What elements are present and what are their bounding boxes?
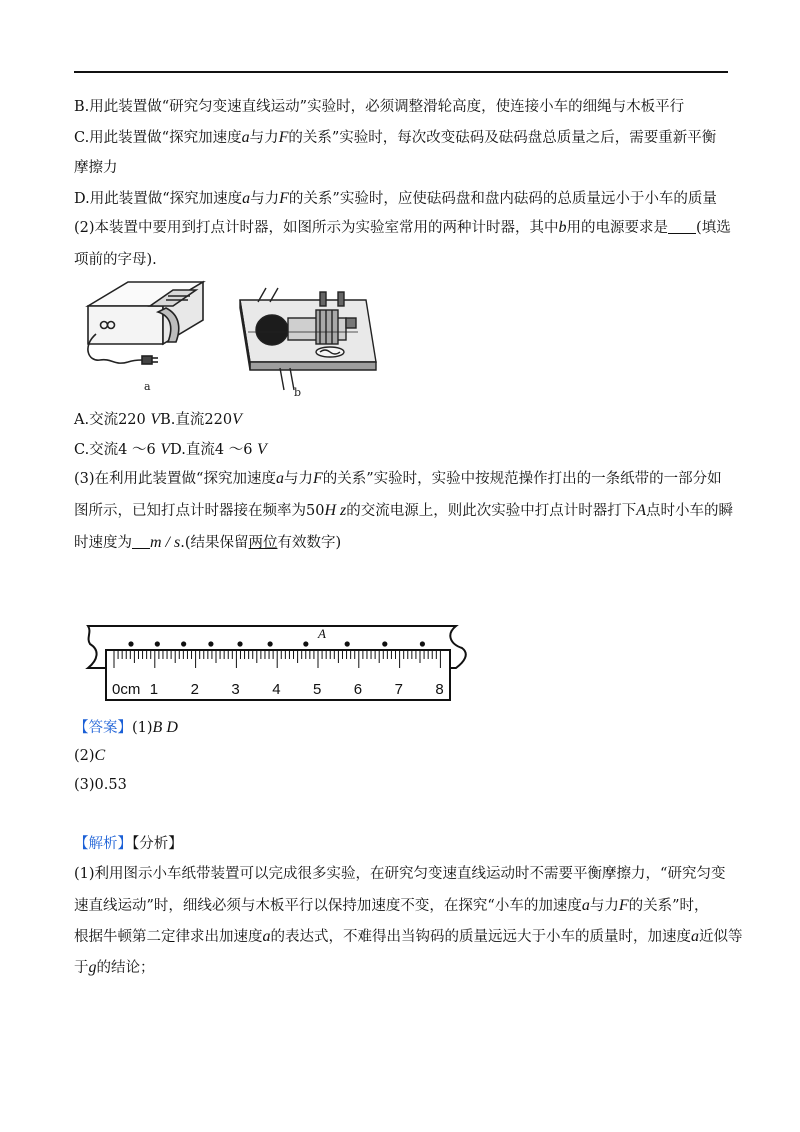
answer-line2 [74,746,105,766]
analysis-text5: 根据牛顿第二定律求出加速度 [74,929,263,945]
q2-text2: 用的电源要求是 [566,220,669,236]
q3-text9: 有效数字) [277,535,342,551]
q3-text2: 与力 [283,471,313,487]
var-a: a [242,190,251,207]
analysis-tag: 【解析】 [74,836,132,852]
answer-2-label: (2) [74,748,95,764]
timer-b-image [228,282,378,398]
q3-text3: 的关系”实验时，实验中按规范操作打出的一条纸带的一部分如 [322,471,722,487]
analysis-text9: 的结论； [96,960,155,976]
answer-3: (3)0.53 [74,777,127,793]
var-F: F [618,897,629,914]
tape-dot [268,641,273,646]
q3-text8: .(结果保留 [180,535,249,551]
q2-text4: 项前的字母). [74,252,157,268]
option-c-text2: 与力 [249,130,279,146]
underlined-two-digits: 两位 [248,535,278,551]
option-c-text1: C.用此装置做“探究加速度 [74,130,242,146]
ruler-number: 8 [435,681,444,698]
q3-text5: 的交流电源上，则此次实验中打点计时器打下 [346,503,637,519]
point-a-label: A [318,626,326,641]
answer-1-label: (1) [132,720,153,736]
ruler-number: 5 [313,681,322,698]
tape-dot [303,641,308,646]
analysis-text7: 近似等 [699,929,743,945]
analysis-text8: 于 [74,960,89,976]
var-a: a [241,129,250,146]
option-d-text3: 的关系”实验时，应使砝码盘和盘内砝码的总质量远小于小车的质量 [288,191,717,207]
analysis-line1 [74,864,725,884]
ruler-number: 4 [272,681,281,698]
analysis-header [74,834,183,854]
answer-1: B D [152,719,178,736]
option-a: A.交流220 [74,412,146,428]
unit-hz: H z [324,502,347,519]
option-b-text: B.用此装置做“研究匀变速直线运动”实验时，必须调整滑轮高度，使连接小车的细绳与木板平行 [74,99,685,115]
tape-dot [420,641,425,646]
option-c-line2 [74,158,118,178]
q3-text1: (3)在利用此装置做“探究加速度 [74,471,276,487]
unit-v: V [257,441,267,458]
option-b: B.直流220 [160,412,233,428]
header-rule [74,71,728,73]
ruler-number: 3 [231,681,240,698]
q3-text6: 点时小车的瞬 [646,503,734,519]
ruler-unit-label: 0cm [112,681,141,698]
ruler-number: 2 [190,681,199,698]
var-a: a [691,928,699,945]
option-d-line [74,189,717,209]
unit-v: V [150,411,161,428]
q3-line1 [74,469,722,489]
tape-dot [382,641,387,646]
answer-tag: 【答案】 [74,720,132,736]
ruler-number: 7 [394,681,403,698]
tape-dot [181,641,186,646]
q2-line1 [74,218,731,238]
var-a: a [275,470,284,487]
option-d: D.直流4 ～6 [170,442,253,458]
q2-options-ab [74,410,242,430]
q2-text3: (填选 [696,220,731,236]
analysis-line4 [74,958,155,978]
analysis-line3 [74,927,743,947]
var-F: F [278,129,289,146]
tape-dot [345,641,350,646]
q2-options-cd [74,440,267,460]
q3-text7: 时速度为 [74,535,132,551]
tape-dot [208,641,213,646]
ruler-number: 1 [149,681,159,698]
ruler-tape-figure [84,618,472,702]
analysis-text2: 速直线运动”时，细线必须与木板平行以保持加速度不变，在探究“小车的加速度 [74,898,582,914]
option-d-text1: D.用此装置做“探究加速度 [74,191,243,207]
tape-dot [155,641,160,646]
analysis-text1: (1)利用图示小车纸带装置可以完成很多实验，在研究匀变速直线运动时不需要平衡摩擦力，“研究匀变 [74,866,726,882]
label-b: b [294,386,302,398]
option-c-text4: 摩擦力 [74,160,118,176]
option-c-line1 [74,128,716,148]
option-c: C.交流4 ～6 [74,442,156,458]
option-b-line [74,97,684,117]
option-c-text3: 的关系”实验时，每次改变砝码及砝码盘总质量之后，需要重新平衡 [288,130,717,146]
timer-a-image [78,276,208,398]
analysis-subtag: 【分析】 [132,836,183,852]
q3-text4: 图所示，已知打点计时器接在频率为50 [74,503,325,519]
answer-2: C [94,747,106,764]
var-F: F [279,190,289,207]
ruler-number: 6 [353,681,363,698]
point-a: A [636,502,647,519]
var-a: a [262,928,271,945]
analysis-text4: 的关系”时， [628,898,709,914]
tape-dot [128,641,133,646]
var-F: F [312,470,323,487]
answer-blank [132,534,150,549]
q3-line3 [74,533,341,553]
var-a: a [581,897,590,914]
unit-ms: m / s [150,534,181,551]
var-b: b [558,219,567,236]
analysis-line2 [74,896,709,916]
analysis-text3: 与力 [589,898,619,914]
q3-line2 [74,501,733,521]
analysis-text6: 的表达式，不难得出当钩码的质量远远大于小车的质量时，加速度 [270,929,691,945]
answer-line3 [74,775,127,795]
var-g: g [88,959,97,976]
answer-line1 [74,718,178,738]
unit-v: V [232,411,242,428]
option-d-text2: 与力 [250,191,280,207]
unit-v: V [160,441,171,458]
q2-line2 [74,250,157,270]
q2-text1: (2)本装置中要用到打点计时器，如图所示为实验室常用的两种计时器，其中 [74,220,559,236]
tape-dot [237,641,242,646]
answer-blank [668,219,696,234]
label-a: a [144,380,151,393]
